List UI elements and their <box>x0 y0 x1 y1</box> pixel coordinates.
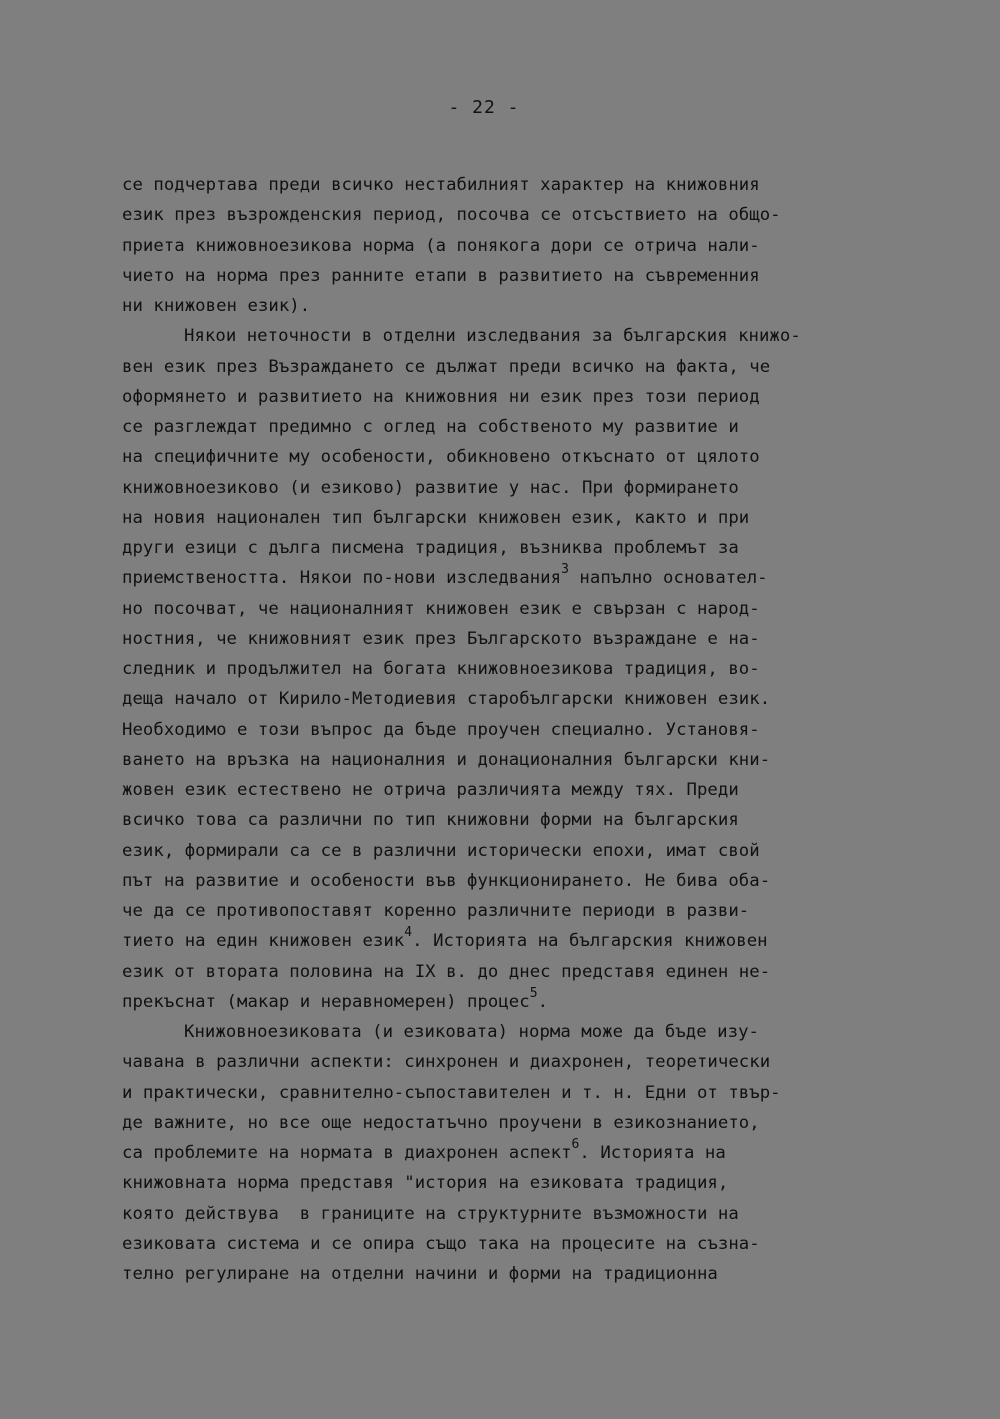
text-line <box>122 926 892 956</box>
text-line: ностния, че книжовният език през Българското възраждане е на- <box>122 628 760 649</box>
text-line <box>122 1138 892 1168</box>
footnote-ref-4: 4 <box>404 925 413 941</box>
text-line: езиковата система и се опира също така на процесите на съзна- <box>122 1233 760 1254</box>
text-line: следник и продължител на богата книжовноезикова традиция, во- <box>122 659 760 679</box>
text-line: всичко това са различни по тип книжовни форми на българския <box>122 810 739 831</box>
text-line: на новия национален тип български книжовен език, както и при <box>122 507 750 528</box>
text-line-end: . Историята на <box>579 1143 726 1163</box>
text-line: приета книжовноезикова норма (а понякога дори се отрича нали- <box>122 235 760 256</box>
text-line: други езици с дълга писмена традиция, възниква проблемът за <box>122 538 739 558</box>
text-line-end: . Историята на българския книжовен <box>412 931 768 952</box>
text-line <box>122 987 892 1017</box>
text-line: Необходимо е този въпрос да бъде проучен специално. Установя- <box>122 719 760 740</box>
paragraph-2 <box>122 321 892 1017</box>
paragraph-3 <box>122 1017 892 1289</box>
text-line-start: приемствеността. Някои по-нови изследвания <box>122 568 562 589</box>
text-line <box>122 563 892 593</box>
paragraph-1 <box>122 170 892 321</box>
text-line: на специфичните му особености, обикновено откъснато от цялото <box>122 447 760 468</box>
text-line: вен език през Възраждането се дължат преди всичко на факта, че <box>122 356 771 377</box>
text-line: деща начало от Кирило-Методиевия старобългарски книжовен език. <box>122 689 771 710</box>
text-line: книжовната норма представя "история на езиковата традиция, <box>122 1173 729 1194</box>
text-line-end: . <box>537 991 549 1012</box>
text-line-start: са проблемите на нормата в диахронен аспект <box>122 1143 572 1163</box>
footnote-ref-6: 6 <box>571 1137 580 1153</box>
text-line: книжовноезиково (и езиково) развитие у нас. При формирането <box>122 477 739 498</box>
text-line: но посочват, че националният книжовен език е свързан с народ- <box>122 598 760 619</box>
text-line: чието на норма през ранните етапи в развитието на съвременния <box>122 265 760 286</box>
page-number: - 22 - <box>448 97 520 118</box>
text-line: език от втората половина на IX в. до днес представя единен не- <box>122 961 771 982</box>
text-line: ването на връзка на националния и донационалния български кни- <box>122 749 771 770</box>
text-line-start: тието на един книжовен език <box>122 931 405 952</box>
text-line: език през възрожденския период, посочва се отсъствието на общо- <box>122 205 781 226</box>
footnote-ref-3: 3 <box>561 562 569 578</box>
text-line: Някои неточности в отделни изследвания за българския книжо- <box>184 326 801 347</box>
text-line: оформянето и развитието на книжовния ни език през този период <box>122 386 760 407</box>
text-line: телно регулиране на отделни начини и форми на традиционна <box>122 1264 718 1284</box>
text-line: се разглеждат предимно с оглед на собственото му развитие и <box>122 417 739 437</box>
text-line-start: прекъснат (макар и неравномерен) процес <box>122 991 530 1012</box>
text-line: де важните, но все още недостатъчно проучени в езикознанието, <box>122 1112 760 1133</box>
text-line: ни книжовен език). <box>122 296 311 316</box>
text-line: чавана в различни аспекти: синхронен и диахронен, теоретически <box>122 1052 771 1073</box>
text-line: Книжовноезиковата (и езиковата) норма може да бъде изу- <box>184 1022 759 1042</box>
footnote-ref-5: 5 <box>529 985 538 1001</box>
text-line: се подчертава преди всичко нестабилният характер на книжовния <box>122 175 760 195</box>
document-body <box>122 170 892 1289</box>
text-line: и практически, сравнително-съпоставителен и т. н. Едни от твър- <box>122 1082 781 1103</box>
text-line: жовен език естествено не отрича различията между тях. Преди <box>122 780 739 800</box>
text-line: път на развитие и особености във функционирането. Не бива оба- <box>122 870 771 891</box>
text-line: език, формирали са се в различни исторически епохи, имат свой <box>122 840 760 861</box>
text-line: която действува в границите на структурните възможности на <box>122 1203 739 1224</box>
text-line-end: напълно основател- <box>568 568 768 589</box>
text-line: че да се противопоставят коренно различните периоди в разви- <box>122 901 750 921</box>
